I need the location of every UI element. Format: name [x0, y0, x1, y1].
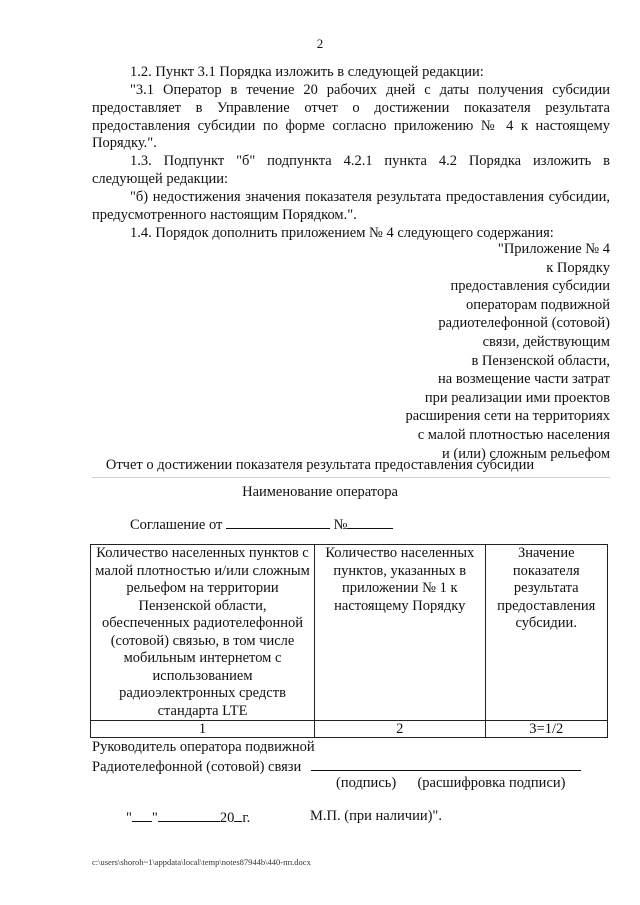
paragraph-1-4: 1.4. Порядок дополнить приложением № 4 следующего содержания: — [130, 225, 554, 241]
annex-line: операторам подвижной — [465, 296, 610, 313]
table-header-row — [91, 545, 608, 721]
paragraph-3-1-quote: "3.1 Оператор в течение 20 рабочих дней с даты получения субсидии предоставляет в Управление отчет о достижении показателя результата предоставления субсидии по форме согласно приложению № 4 к настоящему Порядку.". — [92, 82, 610, 152]
stamp-label: М.П. (при наличии)". — [310, 808, 442, 824]
year-suffix: г. — [242, 810, 251, 826]
table-header-cell: Значение показателя результата предоставления субсидии. — [485, 545, 608, 721]
annex-line: радиотелефонной (сотовой) — [438, 315, 610, 332]
agreement-line — [130, 515, 393, 534]
date-line — [126, 808, 250, 827]
paragraph-1-3: 1.3. Подпункт "б" подпункта 4.2.1 пункта 4.2 Порядка изложить в следующей редакции: — [92, 153, 610, 187]
annex-line: на возмещение части затрат — [438, 371, 610, 388]
agreement-number-blank — [347, 515, 393, 529]
annex-line: "Приложение № 4 — [497, 241, 610, 257]
divider — [92, 477, 610, 478]
paragraph-1-2: 1.2. Пункт 3.1 Порядка изложить в следующей редакции: — [130, 64, 484, 80]
annex-line: при реализации ими проектов — [424, 389, 610, 406]
quote-close: " — [151, 810, 158, 826]
signature-blank — [311, 757, 581, 771]
annex-line: к Порядку — [546, 259, 610, 276]
annex-line: и (или) сложным рельефом — [442, 445, 610, 462]
annex-line: с малой плотностью населения — [417, 426, 610, 443]
table-header-cell: Количество населенных пунктов с малой плотностью и/или сложным рельефом на территории Пензенской области, обеспеченных радиотелефонной (сотовой) связью, в том числе мобильным интернетом с использованием радиоэлектронных средств стандарта LTE — [91, 545, 315, 721]
annex-line: связи, действующим — [482, 333, 610, 350]
report-title: Отчет о достижении показателя результата предоставления субсидии — [105, 457, 535, 473]
annex-line: предоставления субсидии — [450, 278, 610, 295]
agreement-number-sign: № — [333, 517, 348, 533]
quote-open: " — [126, 810, 132, 826]
day-blank — [132, 808, 152, 822]
report-table — [90, 544, 608, 738]
table-cell: 1 — [91, 721, 315, 738]
annex-line: в Пензенской области, — [471, 352, 610, 369]
paragraph-b-quote: "б) недостижения значения показателя результата предоставления субсидии, предусмотренного настоящим Порядком.". — [92, 189, 610, 223]
agreement-prefix: Соглашение от — [130, 517, 223, 533]
operator-name-label: Наименование оператора — [242, 484, 398, 500]
signature-line-1: Руководитель оператора подвижной — [92, 739, 315, 755]
sign-caption: (подпись) — [336, 775, 397, 791]
table-cell: 3=1/2 — [485, 721, 608, 738]
annex-heading — [406, 240, 611, 463]
agreement-date-blank — [226, 515, 330, 529]
signature-role: Радиотелефонной (сотовой) связи — [92, 759, 302, 775]
table-row — [91, 721, 608, 738]
decode-caption: (расшифровка подписи) — [417, 775, 566, 791]
table-cell: 2 — [315, 721, 485, 738]
annex-line: расширения сети на территориях — [405, 408, 610, 425]
page-number: 2 — [316, 36, 324, 51]
year-prefix: 20 — [219, 810, 235, 826]
signature-captions — [336, 775, 565, 792]
table-header-cell: Количество населенных пунктов, указанных в приложении № 1 к настоящему Порядку — [315, 545, 485, 721]
signature-line-2 — [92, 757, 581, 776]
file-path: c:\users\shoroh~1\appdata\local\temp\notes87944b\440-пп.docx — [92, 857, 311, 867]
month-blank — [158, 808, 220, 822]
